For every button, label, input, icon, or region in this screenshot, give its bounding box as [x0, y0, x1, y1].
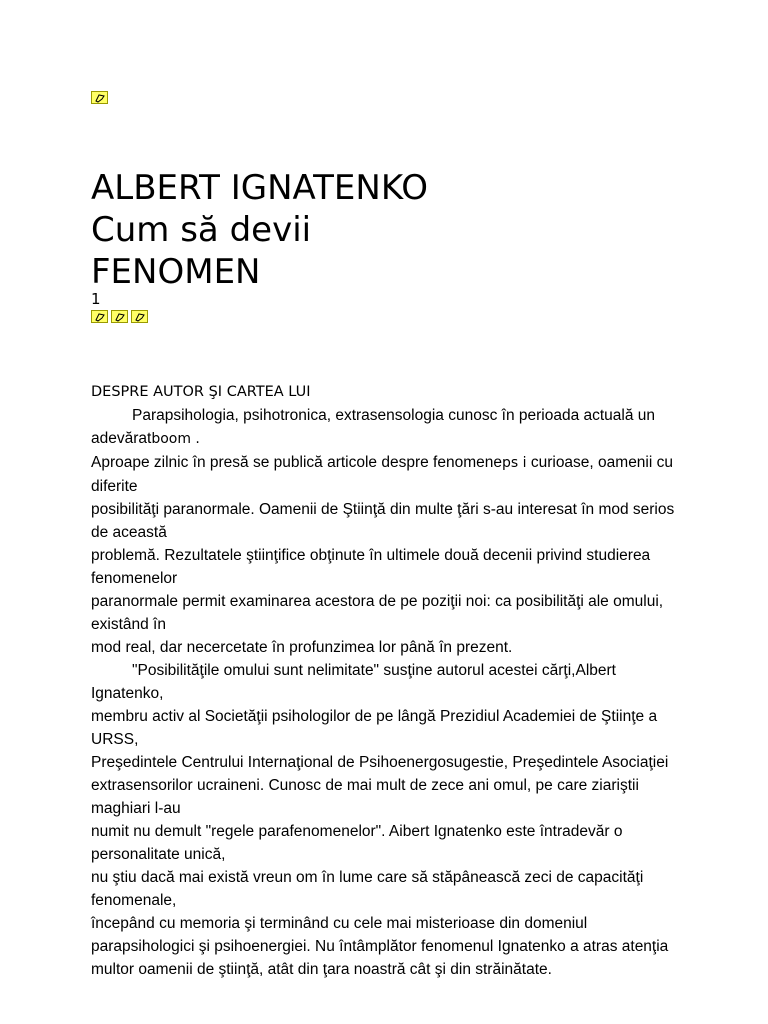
paragraph-line: personalitate unică, — [91, 846, 226, 863]
section-heading: DESPRE AUTOR ŞI CARTEA LUI — [91, 384, 311, 400]
paragraph-line: numit nu demult "regele parafenomenelor". Aibert Ignatenko este întradevăr o — [91, 823, 623, 840]
page-number: 1 — [91, 290, 101, 308]
broken-image-icon — [91, 91, 108, 104]
paragraph-line: fenomenelor — [91, 570, 178, 587]
paragraph-line: URSS, — [91, 731, 139, 748]
paragraph-line: Parapsihologia, psihotronica, extrasensologia cunosc în perioada actuală un — [132, 407, 656, 424]
broken-image-icon — [111, 310, 128, 323]
paragraph-line: de această — [91, 524, 167, 541]
paragraph-line: paranormale permit examinarea acestora de pe poziţii noi: ca posibilităţi ale omului, — [91, 593, 664, 610]
paragraph-line: posibilităţi paranormale. Oamenii de Ştiinţă din multe ţări s-au interesat în mod serios — [91, 501, 675, 518]
paragraph-line: existând în — [91, 616, 166, 633]
paragraph-line: maghiari l-au — [91, 800, 181, 817]
paragraph-line: multor oamenii de ştiinţă, atât din ţara noastră cât şi din străinătate. — [91, 961, 552, 978]
book-title-line-2: FENOMEN — [91, 252, 261, 292]
broken-image-icon — [91, 310, 108, 323]
paragraph-line: Preşedintele Centrului Internaţional de Psihoenergosugestie, Preşedintele Asociaţiei — [91, 754, 669, 771]
paragraph-line: începând cu memoria şi terminând cu cele mai misterioase din domeniul — [91, 915, 588, 932]
paragraph-line: Aproape zilnic în presă se publică articole despre fenomeneps i curioase, oamenii cu — [91, 454, 673, 471]
paragraph-line: Ignatenko, — [91, 685, 164, 702]
paragraph-line: adevăratboom . — [91, 430, 200, 447]
paragraph-line: nu ştiu dacă mai există vreun om în lume care să stăpânească zeci de capacităţi — [91, 869, 644, 886]
book-author: ALBERT IGNATENKO — [91, 168, 429, 208]
paragraph-line: "Posibilităţile omului sunt nelimitate" susţine autorul acestei cărţi,Albert — [132, 662, 616, 679]
paragraph-line: fenomenale, — [91, 892, 177, 909]
paragraph-line: problemă. Rezultatele ştiinţifice obţinute în ultimele două decenii privind studierea — [91, 547, 651, 564]
paragraph-line: membru activ al Societăţii psihologilor de pe lângă Prezidiul Academiei de Ştiinţe a — [91, 708, 658, 725]
paragraph-line: extrasensorilor ucraineni. Cunosc de mai mult de zece ani omul, pe care ziariştii — [91, 777, 639, 794]
paragraph-line: diferite — [91, 478, 138, 495]
broken-image-icon — [131, 310, 148, 323]
book-title-line-1: Cum să devii — [91, 210, 312, 250]
paragraph-line: parapsihologici şi psihoenergiei. Nu întâmplător fenomenul Ignatenko a atras atenţia — [91, 938, 669, 955]
section-body — [91, 381, 691, 981]
paragraph-line: mod real, dar necercetate în profunzimea lor până în prezent. — [91, 639, 513, 656]
